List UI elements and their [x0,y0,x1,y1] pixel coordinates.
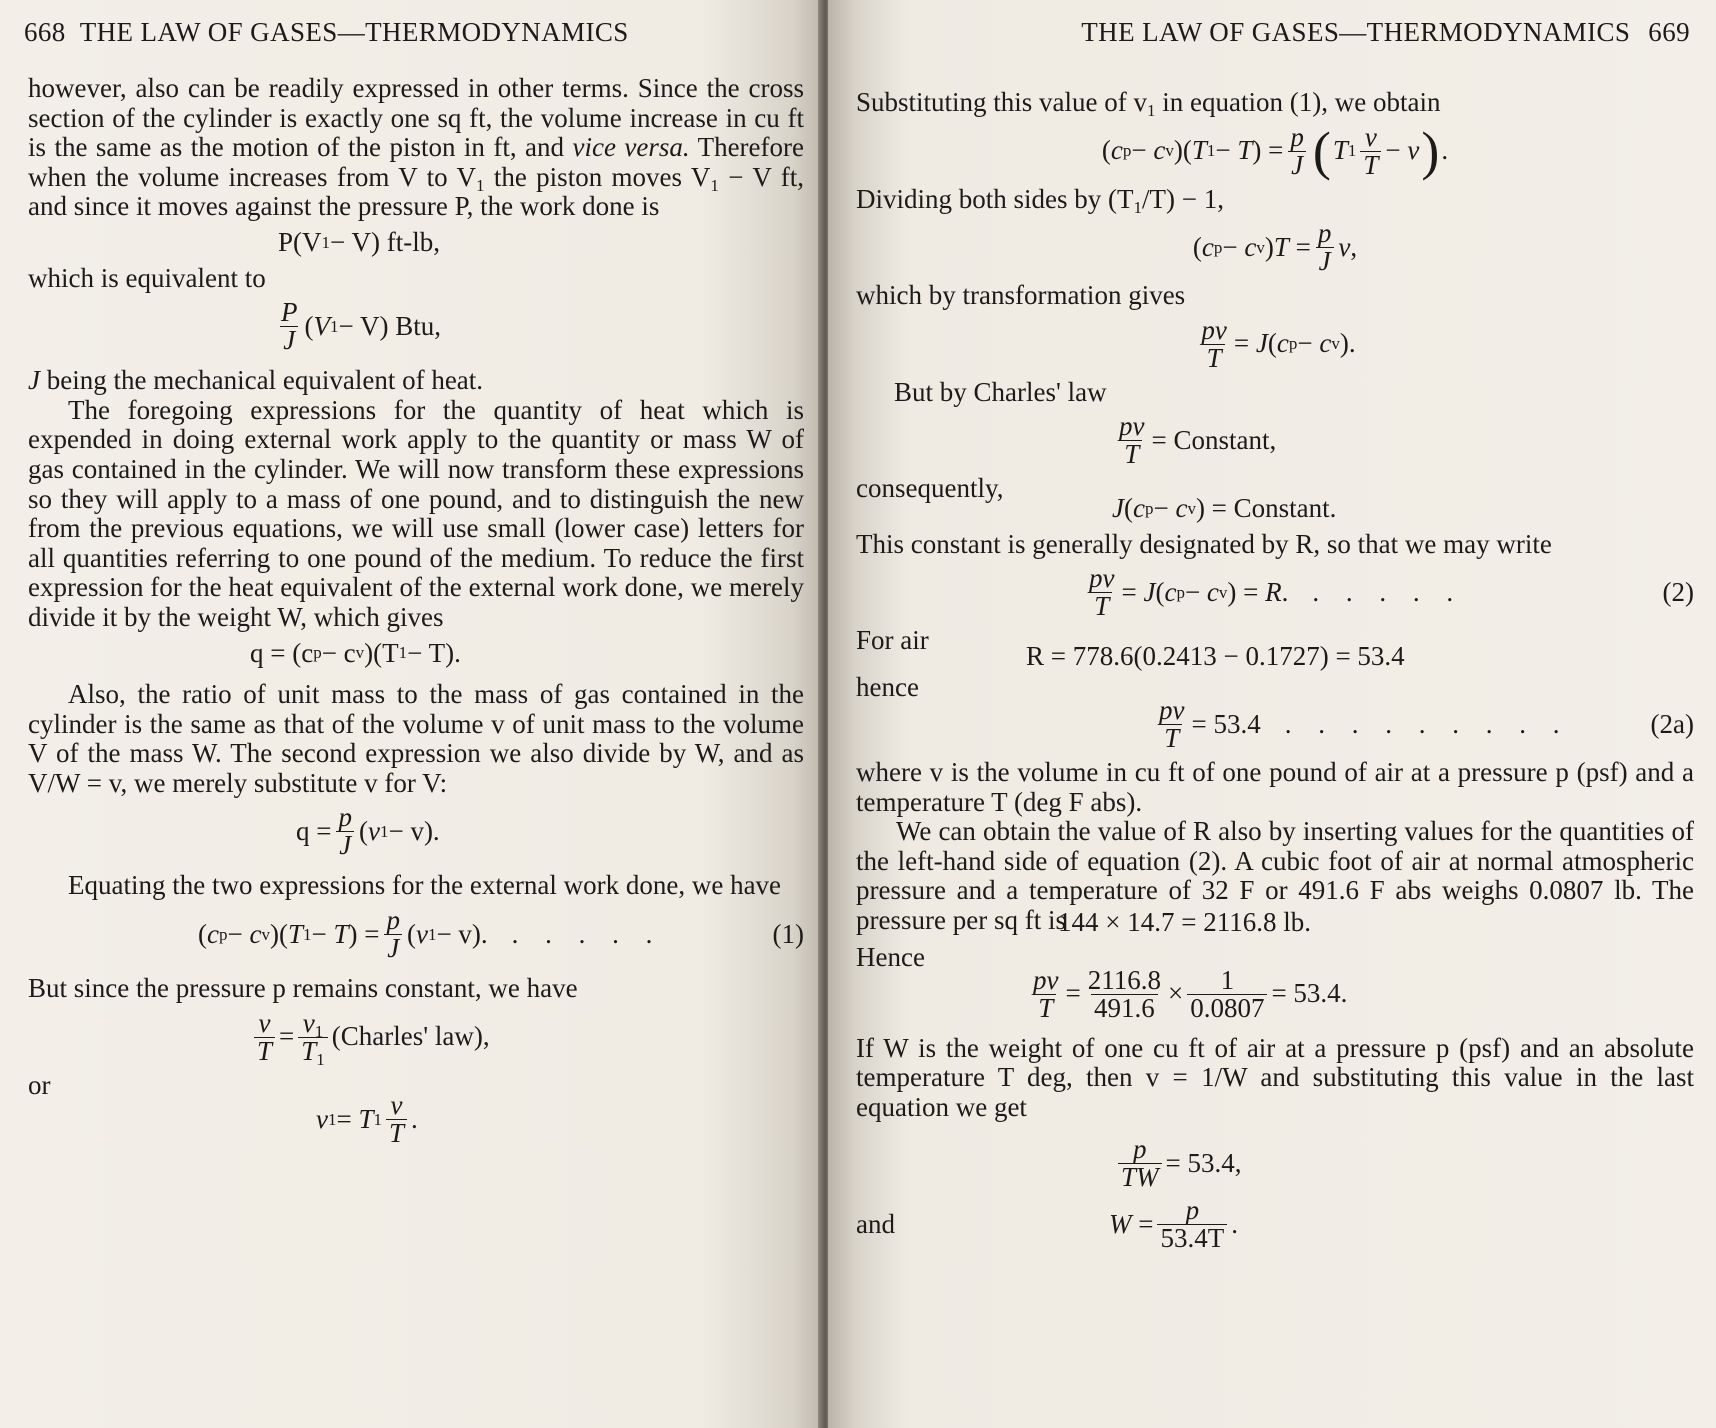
equation-pressure: 144 × 14.7 = 2116.8 lb. [1058,906,1311,937]
right-page-number: 669 [1648,17,1690,47]
consequently-text: consequently, [856,473,1004,504]
left-page [0,0,824,1428]
or-text: or [28,1069,51,1100]
right-page [828,0,1716,1428]
equation-q1: q = (c p − c v )(T 1 − T). [250,637,461,668]
equation-v1: v 1 = T 1 $\frac{v}{T}$ . [316,1090,418,1149]
right-paragraph-6: where v is the volume in cu ft of one pound of air at a pressure p (psf) and a temperature T (deg F abs). [856,756,1694,817]
left-paragraph-5: But since the pressure p remains constant, we have [28,973,578,1004]
equation-p-over-tw: $\frac{p}{TW}$ = 53.4, [1114,1136,1694,1191]
equation-1: (c p − c v )(T 1 − T) = $\frac{p}{J}$ (v 1 − v). . . . . . (1) [198,905,804,964]
equation-divided: (c p − c v )T = $\frac{p}{J}$ v, [1192,218,1358,277]
equation-q2: q = $\frac{p}{J}$ (v 1 − v). [296,802,440,861]
equation-r-check: $\frac{pv}{T}$ = $\frac{2116.8}{491.6}$ × $\frac{1}{0.0807}$ = 53.4. [1033,964,1348,1023]
equation-constant: $\frac{pv}{T}$ = Constant, [1119,411,1277,470]
equation-2-tag: (2) [1662,576,1694,607]
charles-law-note: (Charles' law), [331,1021,490,1052]
left-paragraph-3: Also, the ratio of unit mass to the mass of gas contained in the cylinder is the same as that of the volume v of unit mass to the volume V of the mass W. The second expression we also divide by W, and as V/W = v, we merely substitute v for V: [28,679,804,798]
equation-w: and W = $\frac{p}{53.4T}$ . [856,1195,1238,1254]
left-paragraph-2: The foregoing expressions for the quantity of heat which is expended in doing external work apply to the quantity or mass W of gas contained in the cylinder. We will now transform these expressions so they will apply to a mass of one pound, and to distinguish the new from the previous equations, we will use small (lower case) letters for all quantities referring to one pound of the medium. To reduce the first expression for the heat equivalent of the external work done, we merely divide it by the weight W, which gives [28,394,804,632]
equation-charles: $\frac{v}{T}$ = $\frac{v_1}{T_1}$ (Charles' law), [250,1010,804,1065]
right-head-title: THE LAW OF GASES—THERMODYNAMICS [1081,17,1631,47]
equation-work: P(V 1 − V) ft-lb, [278,226,440,257]
left-page-number: 668 [24,17,66,47]
right-paragraph-8: If W is the weight of one cu ft of air at a pressure p (psf) and an absolute temperature T deg, then v = 1/W and substituting this value in the last equation we get [856,1032,1694,1122]
equation-2a: $\frac{pv}{T}$ = 53.4 . . . . . . . . . (2a) [1159,694,1694,753]
right-paragraph-5: This constant is generally designated by R, so that we may write [856,528,1552,559]
equation-2a-tag: (2a) [1650,708,1694,739]
equation-btu: $\frac{P}{J}$ (V 1 − V) Btu, [281,297,441,356]
left-paragraph-1: however, also can be readily expressed in other terms. Since the cross section of the cylinder is exactly one sq ft, the volume increase in cu ft is the same as the motion of the piston in ft, and vice versa. Therefore when the volume increases from V to $V_1$ the piston moves $V_1 - V$ ft, and since it moves against the pressure P, the work done is [28,73,805,222]
right-paragraph-1: Substituting this value of $v_1$ in equation (1), we obtain [856,87,1441,120]
equation-r-value: R = 778.6(0.2413 − 0.1727) = 53.4 [1026,640,1405,671]
hence-text: hence [856,672,919,703]
equation-1-tag: (1) [772,918,804,949]
right-page-body [856,88,1694,1258]
equivalent-text: which is equivalent to [28,262,266,293]
right-paragraph-4: But by Charles' law [894,376,1107,407]
for-air-text: For air [856,625,929,656]
right-paragraph-3: which by transformation gives [856,280,1186,311]
equation-2: $\frac{pv}{T}$ = J(c p − c v ) = R. . . . . . (2) [1089,563,1694,622]
right-paragraph-7: We can obtain the value of R also by inserting values for the quantities of the left-hand side of equation (2). A cubic foot of air at normal atmospheric pressure and a temperature of 32 F or 491.6 F abs weighs 0.0807 lb. The pressure per sq ft is [856,816,1694,935]
left-paragraph-4: Equating the two expressions for the external work done, we have [68,870,782,901]
mechanical-equivalent-line: J being the mechanical equivalent of heat. [28,365,484,396]
right-running-head [1081,18,1690,48]
equation-pv-over-t: $\frac{pv}{T}$ = J(c p − c v ). [1201,314,1356,373]
right-paragraph-2: Dividing both sides by $(T_1/T) - 1$, [856,183,1224,217]
left-running-head [24,18,629,48]
hence-text-2: Hence [856,942,925,973]
left-head-title: THE LAW OF GASES—THERMODYNAMICS [79,17,629,47]
equation-substituted: (c p − c v )(T 1 − T) = $\frac{p}{J}$ ( T 1 $\frac{v}{T}$ − v ) . [1101,121,1449,182]
left-page-body [28,74,804,1153]
equation-j-constant: J(c p − c v ) = Constant. [1112,492,1337,523]
